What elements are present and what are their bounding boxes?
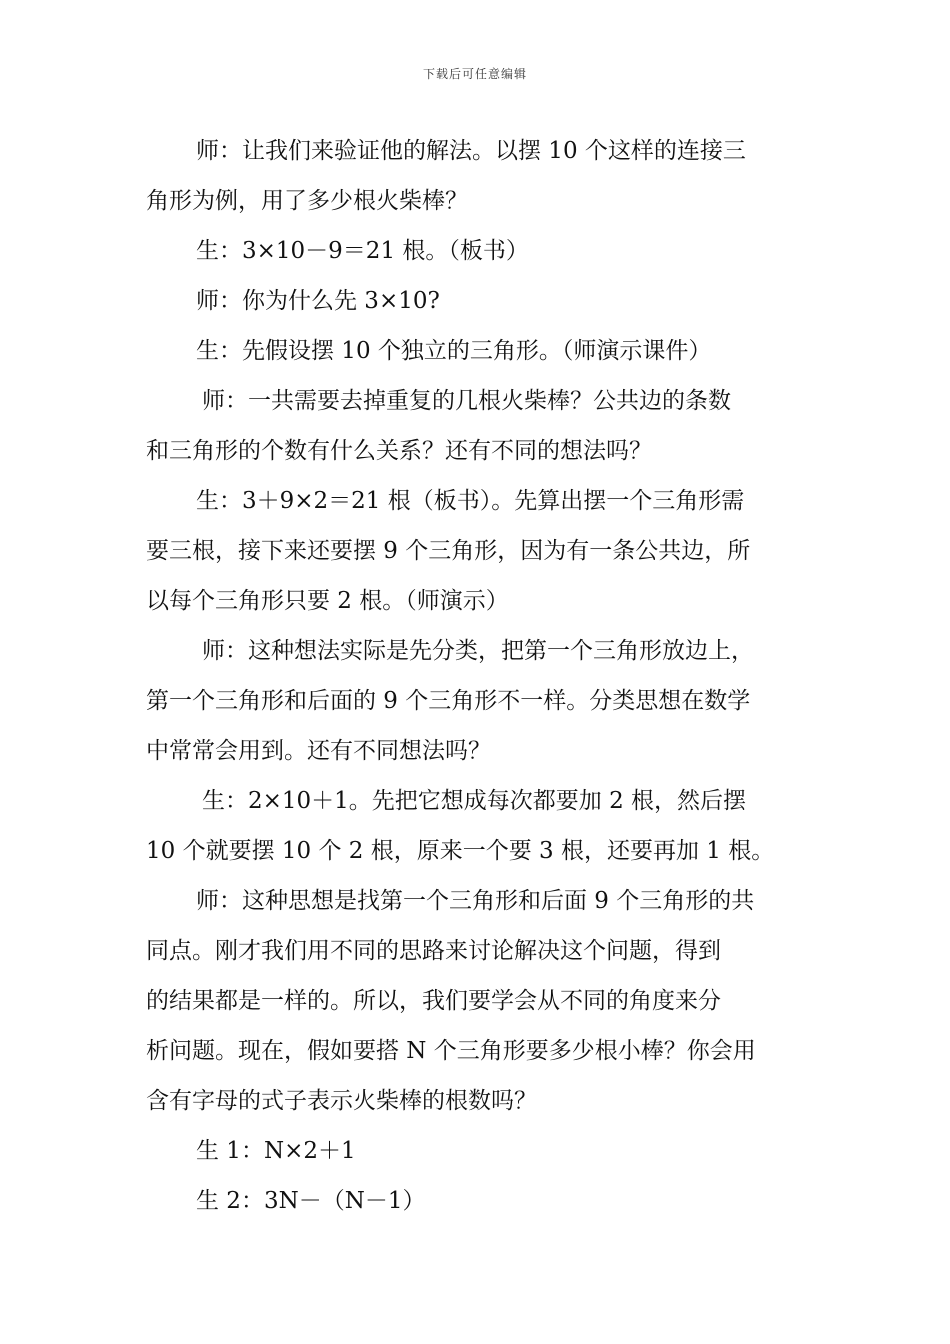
paragraph-line: 中常常会用到。还有不同想法吗？ <box>146 738 491 764</box>
paragraph-line: 析问题。现在，假如要搭 N 个三角形要多少根小棒？你会用 <box>146 1038 756 1064</box>
paragraph-line: 生：3＋9×2＝21 根（板书）。先算出摆一个三角形需 <box>196 488 745 514</box>
paragraph-line: 以每个三角形只要 2 根。（师演示） <box>146 588 509 614</box>
paragraph-line: 生 2：3N－（N－1） <box>196 1188 426 1214</box>
paragraph-line: 师：让我们来验证他的解法。以摆 10 个这样的连接三 <box>196 138 746 164</box>
paragraph-line: 角形为例，用了多少根火柴棒？ <box>146 188 468 214</box>
paragraph-line: 要三根，接下来还要摆 9 个三角形，因为有一条公共边，所 <box>146 538 751 564</box>
paragraph-line: 师：这种想法实际是先分类，把第一个三角形放边上， <box>202 638 754 664</box>
document-body <box>146 126 814 1226</box>
paragraph-line: 同点。刚才我们用不同的思路来讨论解决这个问题，得到 <box>146 938 721 964</box>
paragraph-line: 和三角形的个数有什么关系？还有不同的想法吗？ <box>146 438 652 464</box>
paragraph-line: 含有字母的式子表示火柴棒的根数吗？ <box>146 1088 537 1114</box>
paragraph-line: 的结果都是一样的。所以，我们要学会从不同的角度来分 <box>146 988 721 1014</box>
paragraph-line: 第一个三角形和后面的 9 个三角形不一样。分类思想在数学 <box>146 688 751 714</box>
paragraph-line: 生：先假设摆 10 个独立的三角形。（师演示课件） <box>196 338 712 364</box>
paragraph-line: 生：3×10－9＝21 根。（板书） <box>196 238 529 264</box>
paragraph-line: 师：你为什么先 3×10? <box>196 288 440 314</box>
paragraph-line: 师：这种思想是找第一个三角形和后面 9 个三角形的共 <box>196 888 755 914</box>
paragraph-line: 10 个就要摆 10 个 2 根，原来一个要 3 根，还要再加 1 根。 <box>146 838 775 864</box>
paragraph-line: 生：2×10＋1。先把它想成每次都要加 2 根，然后摆 <box>202 788 747 814</box>
paragraph-line: 师：一共需要去掉重复的几根火柴棒？公共边的条数 <box>202 388 731 414</box>
page-header: 下载后可任意编辑 <box>422 67 527 81</box>
paragraph-line: 生 1：N×2＋1 <box>196 1138 356 1164</box>
